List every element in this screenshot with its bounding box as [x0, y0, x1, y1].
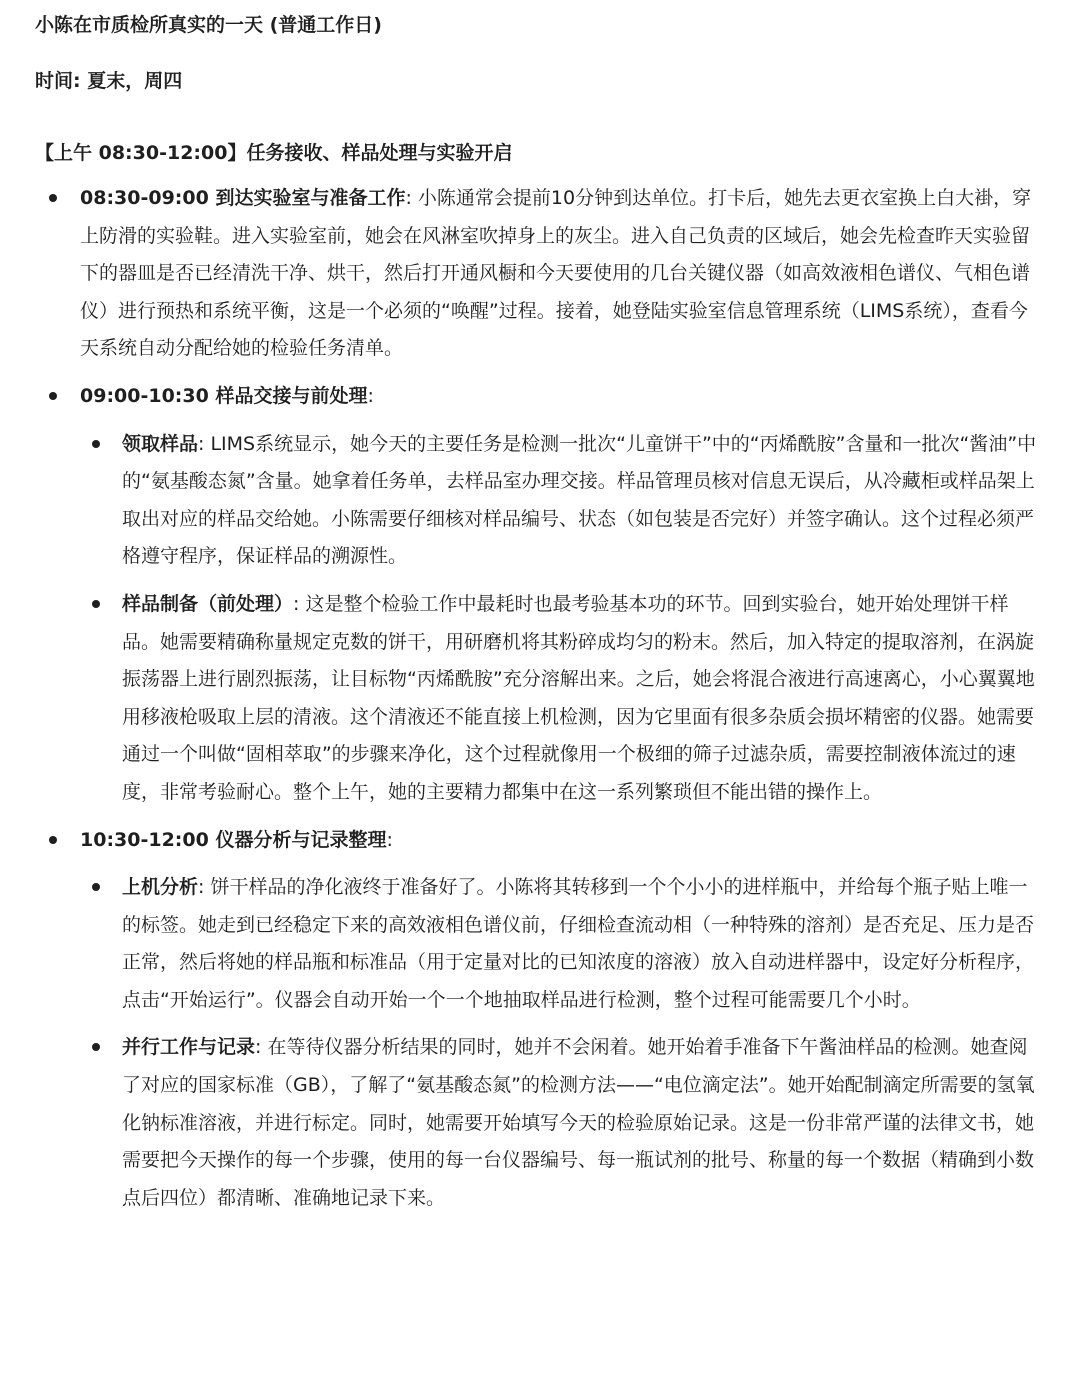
bullet-icon [92, 883, 100, 891]
item-heading: 10:30-12:00 仪器分析与记录整理 [80, 828, 387, 851]
sub-list-item [80, 586, 1039, 812]
bullet-icon [49, 194, 57, 202]
bullet-icon [49, 392, 57, 400]
sub-list-item [80, 1029, 1039, 1217]
list-item [35, 822, 1039, 1218]
list-item [35, 378, 1039, 812]
section-heading-morning: 【上午 08:30-12:00】任务接收、样品处理与实验开启 [35, 142, 513, 164]
sub-item-text: : 在等待仪器分析结果的同时，她并不会闲着。她开始着手准备下午酱油样品的检测。她查阅了对应的国家标准（GB），了解了“氨基酸态氮”的检测方法——“电位滴定法”。她开始配制滴定所需要的氢氧化钠标准溶液，并进行标定。同时，她需要开始填写今天的检验原始记录。这是一份非常严谨的法律文书，她需要把今天操作的每一个步骤，使用的每一台仪器编号、每一瓶试剂的批号、称量的每一个数据（精确到小数点后四位）都清晰、准确地记录下来。 [122, 1036, 1035, 1209]
bullet-icon [92, 600, 100, 608]
item-text: : 小陈通常会提前10分钟到达单位。打卡后，她先去更衣室换上白大褂，穿上防滑的实验鞋。进入实验室前，她会在风淋室吹掉身上的灰尘。进入自己负责的区域后，她会先检查昨天实验留下的器皿是否已经清洗干净、烘干，然后打开通风橱和今天要使用的几台关键仪器（如高效液相色谱仪、气相色谱仪）进行预热和系统平衡，这是一个必须的“唤醒”过程。接着，她登陆实验室信息管理系统（LIMS系统），查看今天系统自动分配给她的检验任务清单。 [80, 187, 1032, 360]
item-heading: 09:00-10:30 样品交接与前处理 [80, 384, 368, 407]
time-line: 时间: 夏末，周四 [35, 70, 183, 92]
sub-item-text: : 饼干样品的净化液终于准备好了。小陈将其转移到一个个小小的进样瓶中，并给每个瓶子贴上唯一的标签。她走到已经稳定下来的高效液相色谱仪前，仔细检查流动相（一种特殊的溶剂）是否充足、压力是否正常，然后将她的样品瓶和标准品（用于定量对比的已知浓度的溶液）放入自动进样器中，设定好分析程序，点击“开始运行”。仪器会自动开始一个一个地抽取样品进行检测，整个过程可能需要几个小时。 [122, 876, 1035, 1011]
sub-list [80, 869, 1039, 1217]
list-item [35, 180, 1039, 368]
sub-item-heading: 领取样品 [122, 432, 199, 455]
sub-item-text: : LIMS系统显示，她今天的主要任务是检测一批次“儿童饼干”中的“丙烯酰胺”含量和一批次“酱油”中的“氨基酸态氮”含量。她拿着任务单，去样品室办理交接。样品管理员核对信息无误后，从冷藏柜或样品架上取出对应的样品交给她。小陈需要仔细核对样品编号、状态（如包装是否完好）并签字确认。这个过程必须严格遵守程序，保证样品的溯源性。 [122, 432, 1037, 568]
schedule-list [35, 180, 1039, 1217]
bullet-icon [49, 836, 57, 844]
sub-item-heading: 上机分析 [122, 876, 199, 899]
sub-item-text: : 这是整个检验工作中最耗时也最考验基本功的环节。回到实验台，她开始处理饼干样品。她需要精确称量规定克数的饼干，用研磨机将其粉碎成均匀的粉末。然后，加入特定的提取溶剂，在涡旋振荡器上进行剧烈振荡，让目标物“丙烯酰胺”充分溶解出来。之后，她会将混合液进行高速离心，小心翼翼地用移液枪吸取上层的清液。这个清液还不能直接上机检测，因为它里面有很多杂质会损坏精密的仪器。她需要通过一个叫做“固相萃取”的步骤来净化，这个过程就像用一个极细的筛子过滤杂质，需要控制液体流过的速度，非常考验耐心。整个上午，她的主要精力都集中在这一系列繁琐但不能出错的操作上。 [122, 592, 1035, 803]
sub-list-item [80, 869, 1039, 1019]
bullet-icon [92, 440, 100, 448]
sub-list-item [80, 426, 1039, 576]
sub-list [80, 426, 1039, 812]
item-heading: 08:30-09:00 到达实验室与准备工作 [80, 187, 406, 209]
sub-item-heading: 样品制备（前处理） [122, 592, 294, 615]
item-text: : [367, 384, 374, 407]
bullet-icon [92, 1043, 100, 1051]
item-text: : [386, 828, 393, 851]
sub-item-heading: 并行工作与记录 [122, 1036, 256, 1059]
document-title: 小陈在市质检所真实的一天 (普通工作日) [35, 14, 382, 36]
